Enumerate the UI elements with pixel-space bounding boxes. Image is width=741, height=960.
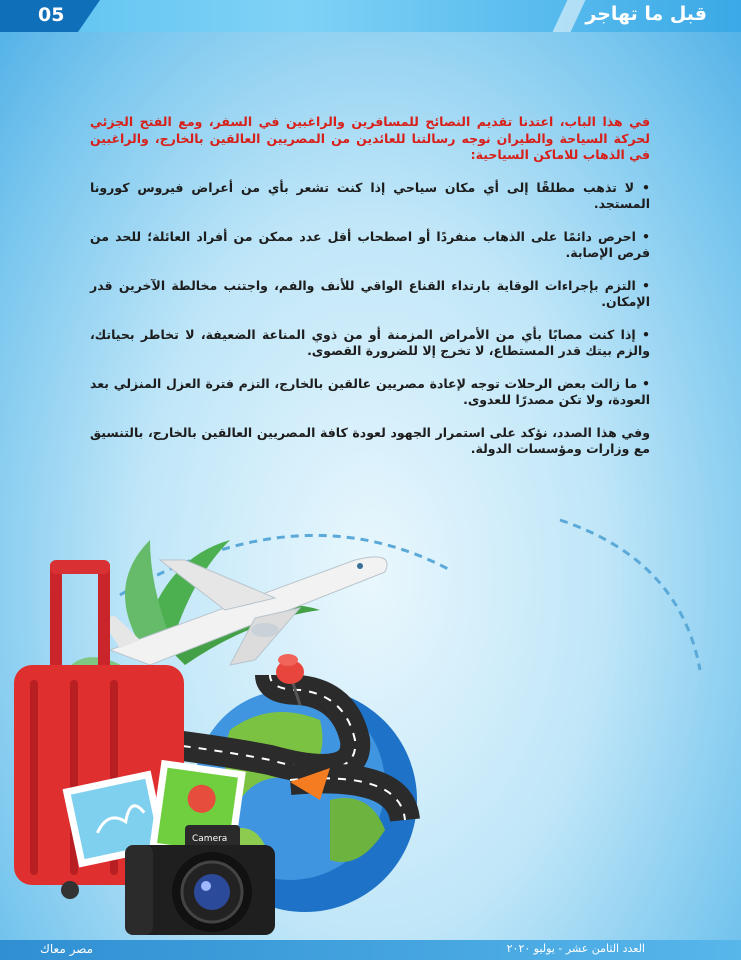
issue-info: العدد الثامن عشر - يوليو ٢٠٢٠ [506, 942, 645, 955]
advice-item: • لا تذهب مطلقًا إلى أي مكان سياحي إذا كنت تشعر بأي من أعراض فيروس كورونا المستجد. [90, 179, 650, 211]
article-closing: وفي هذا الصدد، نؤكد على استمرار الجهود لعودة كافة المصريين العالقين بالخارج، بالتنسيق مع وزارات ومؤسسات الدولة. [90, 424, 650, 456]
advice-item: • ما زالت بعض الرحلات توجه لإعادة مصريين عالقين بالخارج، التزم فترة العزل المنزلي بعد العودة، ولا تكن مصدرًا للعدوى. [90, 375, 650, 407]
section-title: قبل ما تهاجر [585, 3, 707, 25]
advice-item: • التزم بإجراءات الوقاية بارتداء القناع الواقي للأنف والفم، واجتنب مخالطة الآخرين قدر الإمكان. [90, 277, 650, 309]
page-header [0, 0, 741, 32]
travel-illustration [0, 500, 741, 940]
magazine-name: مصر معاك [40, 942, 94, 956]
advice-item: • إذا كنت مصابًا بأي من الأمراض المزمنة أو من ذوي المناعة الضعيفة، لا تخاطر بحياتك، والزم بيتك قدر المستطاع، لا تخرج إلا للضرورة القصوى. [90, 326, 650, 358]
camera-label: Camera [192, 834, 228, 844]
page-footer [0, 940, 741, 960]
page-number: 05 [38, 4, 65, 26]
article-intro: في هذا الباب، اعتدنا تقديم النصائح للمسافرين والراغبين في السفر، ومع الفتح الجزئي لحركة السياحة والطيران نوجه رسالتنا للعائدين من المصريين العالقين بالخارج، والراغبين في الذهاب للاماكن السياحية: [90, 114, 650, 162]
advice-item: • احرص دائمًا على الذهاب منفردًا أو اصطحاب أقل عدد ممكن من أفراد العائلة؛ للحد من فرص الإصابة. [90, 228, 650, 260]
article-body [90, 114, 650, 458]
